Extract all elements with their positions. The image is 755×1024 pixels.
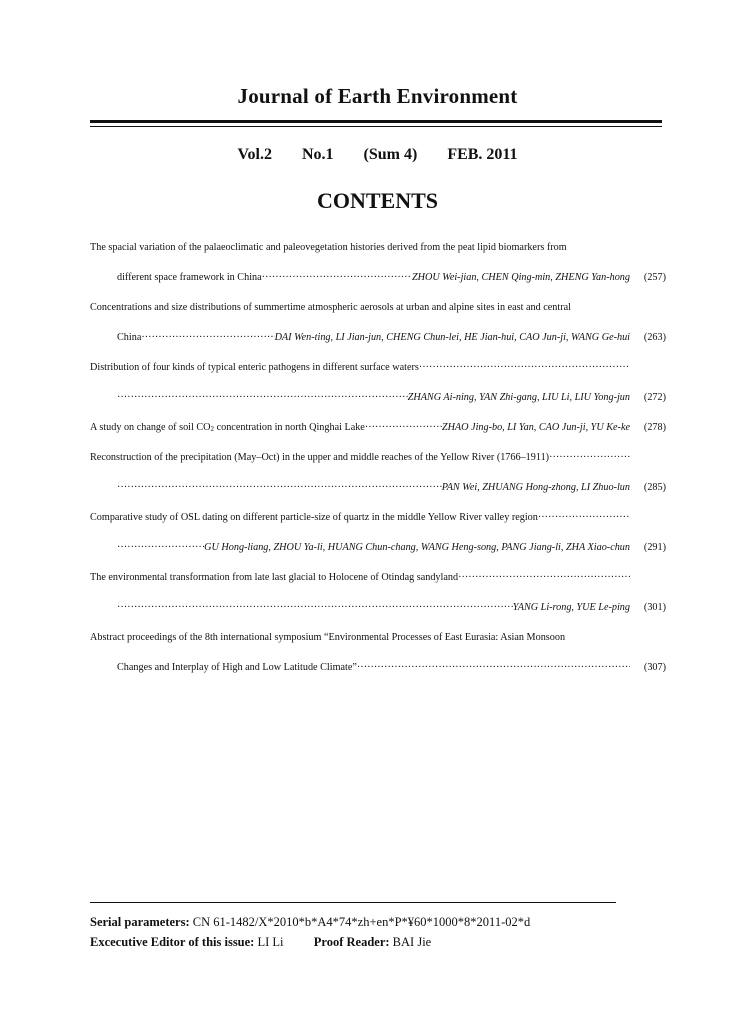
toc-title: Concentrations and size distributions of summertime atmospheric aerosols at urban and alpine sites in east and central [90, 302, 571, 313]
toc-title: China [117, 332, 142, 343]
toc-leader-dots [117, 478, 442, 498]
toc-line [90, 328, 666, 358]
toc-line [90, 538, 666, 568]
toc-line [90, 508, 666, 538]
toc-line [90, 628, 666, 658]
toc-authors: DAI Wen-ting, LI Jian-jun, CHENG Chun-lei, HE Jian-hui, CAO Jun-ji, WANG Ge-hui [274, 332, 630, 343]
issue-volume: Vol.2 [237, 146, 272, 163]
toc-line [90, 448, 666, 478]
toc-page: (278) [643, 422, 666, 433]
issue-line [0, 146, 755, 164]
serial-value: CN 61-1482/X*2010*b*A4*74*zh+en*P*¥60*1000*8*2011-02*d [192, 915, 531, 929]
toc-authors: GU Hong-liang, ZHOU Ya-li, HUANG Chun-chang, WANG Heng-song, PANG Jiang-li, ZHA Xiao-chun [204, 542, 630, 553]
editor-value: LI Li [257, 935, 284, 949]
toc-leader-dots [419, 358, 630, 378]
serial-label: Serial parameters: [90, 915, 190, 929]
toc-title: Changes and Interplay of High and Low Latitude Climate” [117, 662, 357, 673]
footer-rule [90, 902, 616, 903]
issue-number: No.1 [301, 146, 334, 163]
toc-authors: ZHAO Jing-bo, LI Yan, CAO Jun-ji, YU Ke-ke [441, 422, 630, 433]
toc-line [90, 388, 666, 418]
toc-title-part: concentration in north Qinghai Lake [214, 422, 365, 433]
toc-title-subscript: 2 [210, 425, 215, 433]
toc-leader-dots [365, 418, 442, 438]
toc-title: Distribution of four kinds of typical enteric pathogens in different surface waters [90, 362, 419, 373]
toc-leader-dots [549, 448, 630, 468]
toc-title: different space framework in China [117, 272, 262, 283]
editor-label: Excecutive Editor of this issue: [90, 935, 255, 949]
toc-line [90, 358, 666, 388]
toc-leader-dots [357, 658, 630, 678]
toc-page: (307) [643, 662, 666, 673]
toc-leader-dots [117, 598, 513, 618]
toc-leader-dots [117, 538, 204, 558]
toc-authors: YANG Li-rong, YUE Le-ping [512, 602, 630, 613]
issue-sum: (Sum 4) [363, 146, 418, 163]
toc-leader-dots [117, 388, 408, 408]
title-rule-thick [90, 120, 662, 123]
toc-line [90, 478, 666, 508]
serial-parameters [90, 912, 530, 932]
toc-title: The spacial variation of the palaeoclimatic and paleovegetation histories derived from the peat lipid biomarkers from [90, 242, 567, 253]
toc-line [90, 598, 666, 628]
toc-line [90, 268, 666, 298]
editor-line [90, 932, 530, 952]
toc-leader-dots [141, 328, 274, 348]
toc-title [90, 418, 365, 438]
journal-title: Journal of Earth Environment [237, 84, 518, 108]
toc-title: Reconstruction of the precipitation (May–Oct) in the upper and middle reaches of the Yellow River (1766–1911) [90, 452, 550, 463]
toc-title: Abstract proceedings of the 8th international symposium “Environmental Processes of East Eurasia: Asian Monsoon [90, 632, 566, 643]
toc-page: (285) [643, 482, 666, 493]
toc-page: (272) [643, 392, 666, 403]
table-of-contents [90, 238, 666, 688]
toc-page: (291) [643, 542, 666, 553]
toc-authors: ZHANG Ai-ning, YAN Zhi-gang, LIU Li, LIU Yong-jun [407, 392, 630, 403]
title-rule-thin [90, 126, 662, 127]
toc-line [90, 298, 666, 328]
footer [90, 912, 530, 952]
toc-line [90, 238, 666, 268]
contents-heading: CONTENTS [316, 188, 439, 213]
toc-line [90, 658, 666, 688]
toc-title-part: A study on change of soil CO [90, 422, 211, 433]
toc-line [90, 418, 666, 448]
toc-page: (263) [643, 332, 666, 343]
toc-page: (257) [643, 272, 666, 283]
toc-authors: PAN Wei, ZHUANG Hong-zhong, LI Zhuo-lun [441, 482, 630, 493]
toc-page: (301) [643, 602, 666, 613]
issue-date: FEB. 2011 [447, 146, 518, 163]
toc-line [90, 568, 666, 598]
toc-leader-dots [538, 508, 630, 528]
proof-reader-label: Proof Reader: [313, 935, 390, 949]
toc-leader-dots [262, 268, 412, 288]
toc-authors: ZHOU Wei-jian, CHEN Qing-min, ZHENG Yan-hong [411, 272, 630, 283]
toc-title: Comparative study of OSL dating on different particle-size of quartz in the middle Yellow River valley region [90, 512, 538, 523]
toc-title: The environmental transformation from late last glacial to Holocene of Otindag sandyland [90, 572, 459, 583]
proof-reader-value: BAI Jie [392, 935, 432, 949]
toc-leader-dots [458, 568, 630, 588]
